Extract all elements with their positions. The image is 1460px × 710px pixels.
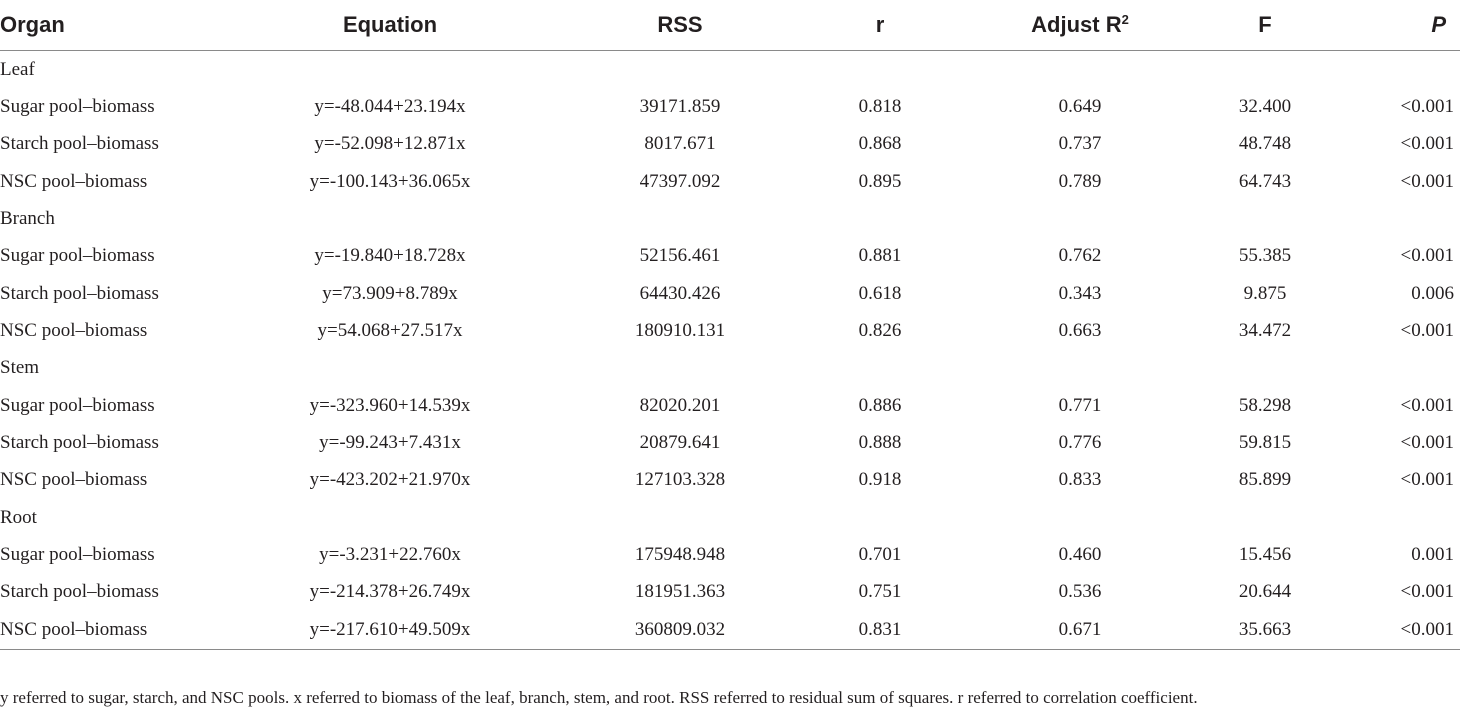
group-row	[0, 499, 1460, 536]
cell-adjust-r2: 0.343	[1058, 282, 1102, 304]
cell-adjust-r2: 0.789	[1058, 170, 1102, 192]
cell-p: <0.001	[1400, 394, 1454, 416]
cell-p: <0.001	[1330, 611, 1460, 649]
cell-rss: 181951.363	[634, 581, 726, 603]
header-adjust-r2-base: Adjust R	[1031, 12, 1122, 37]
cell-rss: 360809.032	[560, 611, 800, 649]
group-row	[0, 51, 1460, 89]
cell-equation: y=-48.044+23.194x	[314, 96, 466, 118]
table-row	[0, 88, 1460, 125]
cell-f: 9.875	[1243, 282, 1287, 304]
cell-rss: 82020.201	[639, 394, 721, 416]
header-equation: Equation	[220, 0, 560, 51]
table-footnote: y referred to sugar, starch, and NSC pools. x referred to biomass of the leaf, branch, stem, and root. RSS referred to residual sum of squares. r referred to correlation coefficient.	[0, 688, 1198, 707]
cell-rss: 180910.131	[634, 320, 726, 342]
cell-f: 32.400	[1238, 96, 1292, 118]
table-row	[0, 126, 1460, 163]
cell-relationship: Sugar pool–biomass	[0, 394, 155, 416]
cell-rss: 47397.092	[639, 170, 721, 192]
table-row	[0, 536, 1460, 573]
cell-adjust-r2: 0.649	[1058, 96, 1102, 118]
cell-p: 0.006	[1411, 282, 1454, 304]
table-row	[0, 424, 1460, 461]
cell-equation: y=-3.231+22.760x	[319, 544, 461, 566]
cell-p: <0.001	[1400, 170, 1454, 192]
header-rss: RSS	[560, 0, 800, 51]
cell-r: 0.826	[858, 320, 902, 342]
cell-equation: y=-99.243+7.431x	[319, 432, 461, 454]
group-row	[0, 350, 1460, 387]
cell-adjust-r2: 0.671	[960, 611, 1200, 649]
header-adjust-r2	[960, 0, 1200, 51]
cell-rss: 175948.948	[634, 544, 726, 566]
cell-rss: 8017.671	[644, 133, 716, 155]
table-row	[0, 163, 1460, 200]
table-row	[0, 574, 1460, 611]
cell-equation: y=-323.960+14.539x	[309, 394, 471, 416]
header-row	[0, 0, 1460, 51]
header-f: F	[1200, 0, 1330, 51]
cell-p: 0.001	[1411, 544, 1454, 566]
group-label: Stem	[0, 357, 40, 379]
cell-rss: 64430.426	[639, 282, 721, 304]
cell-r: 0.818	[858, 96, 902, 118]
cell-r: 0.888	[858, 432, 902, 454]
cell-relationship: Starch pool–biomass	[0, 282, 159, 304]
cell-relationship: Starch pool–biomass	[0, 432, 159, 454]
cell-equation: y=-100.143+36.065x	[309, 170, 471, 192]
cell-equation: y=-52.098+12.871x	[314, 133, 466, 155]
cell-adjust-r2: 0.771	[1058, 394, 1102, 416]
cell-equation: y=73.909+8.789x	[322, 282, 458, 304]
cell-rss: 39171.859	[639, 96, 721, 118]
cell-equation: y=-214.378+26.749x	[309, 581, 471, 603]
table-body	[0, 51, 1460, 650]
cell-equation: y=-423.202+21.970x	[309, 469, 471, 491]
header-r: r	[800, 0, 960, 51]
cell-equation: y=-19.840+18.728x	[314, 245, 466, 267]
cell-r: 0.881	[858, 245, 902, 267]
cell-rss: 52156.461	[639, 245, 721, 267]
cell-p: <0.001	[1400, 96, 1454, 118]
cell-f: 20.644	[1238, 581, 1292, 603]
cell-relationship: Starch pool–biomass	[0, 581, 159, 603]
cell-r: 0.886	[858, 394, 902, 416]
cell-adjust-r2: 0.536	[1058, 581, 1102, 603]
cell-r: 0.831	[800, 611, 960, 649]
cell-p: <0.001	[1400, 245, 1454, 267]
cell-f: 64.743	[1238, 170, 1292, 192]
cell-rss: 127103.328	[634, 469, 726, 491]
cell-adjust-r2: 0.737	[1058, 133, 1102, 155]
table-row	[0, 238, 1460, 275]
cell-p: <0.001	[1400, 581, 1454, 603]
header-adjust-r2-sup: 2	[1121, 12, 1129, 27]
cell-rss: 20879.641	[639, 432, 721, 454]
cell-relationship: NSC pool–biomass	[0, 611, 220, 649]
cell-relationship: Starch pool–biomass	[0, 133, 159, 155]
cell-p: <0.001	[1400, 320, 1454, 342]
group-label: Leaf	[0, 58, 35, 80]
cell-f: 59.815	[1238, 432, 1292, 454]
table-row	[0, 387, 1460, 424]
cell-relationship: Sugar pool–biomass	[0, 544, 155, 566]
group-row	[0, 200, 1460, 237]
cell-p: <0.001	[1400, 432, 1454, 454]
cell-adjust-r2: 0.833	[1058, 469, 1102, 491]
header-p: P	[1330, 0, 1460, 51]
cell-equation: y=54.068+27.517x	[317, 320, 463, 342]
cell-r: 0.751	[858, 581, 902, 603]
cell-r: 0.918	[858, 469, 902, 491]
cell-f: 48.748	[1238, 133, 1292, 155]
cell-p: <0.001	[1400, 469, 1454, 491]
cell-adjust-r2: 0.762	[1058, 245, 1102, 267]
cell-adjust-r2: 0.776	[1058, 432, 1102, 454]
table-row	[0, 611, 1460, 649]
cell-f: 55.385	[1238, 245, 1292, 267]
cell-relationship: Sugar pool–biomass	[0, 96, 155, 118]
cell-f: 15.456	[1238, 544, 1292, 566]
cell-equation: y=-217.610+49.509x	[220, 611, 560, 649]
cell-f: 58.298	[1238, 394, 1292, 416]
cell-r: 0.701	[858, 544, 902, 566]
cell-relationship: NSC pool–biomass	[0, 469, 148, 491]
table-row	[0, 275, 1460, 312]
header-organ: Organ	[0, 0, 220, 51]
cell-r: 0.895	[858, 170, 902, 192]
cell-relationship: NSC pool–biomass	[0, 320, 148, 342]
cell-relationship: Sugar pool–biomass	[0, 245, 155, 267]
group-label: Branch	[0, 208, 55, 230]
cell-adjust-r2: 0.460	[1058, 544, 1102, 566]
cell-f: 85.899	[1238, 469, 1292, 491]
cell-f: 34.472	[1238, 320, 1292, 342]
cell-r: 0.618	[858, 282, 902, 304]
cell-adjust-r2: 0.663	[1058, 320, 1102, 342]
table-row	[0, 462, 1460, 499]
table-row	[0, 312, 1460, 349]
cell-f: 35.663	[1200, 611, 1330, 649]
cell-relationship: NSC pool–biomass	[0, 170, 148, 192]
cell-r: 0.868	[858, 133, 902, 155]
group-label: Root	[0, 506, 37, 528]
cell-p: <0.001	[1400, 133, 1454, 155]
